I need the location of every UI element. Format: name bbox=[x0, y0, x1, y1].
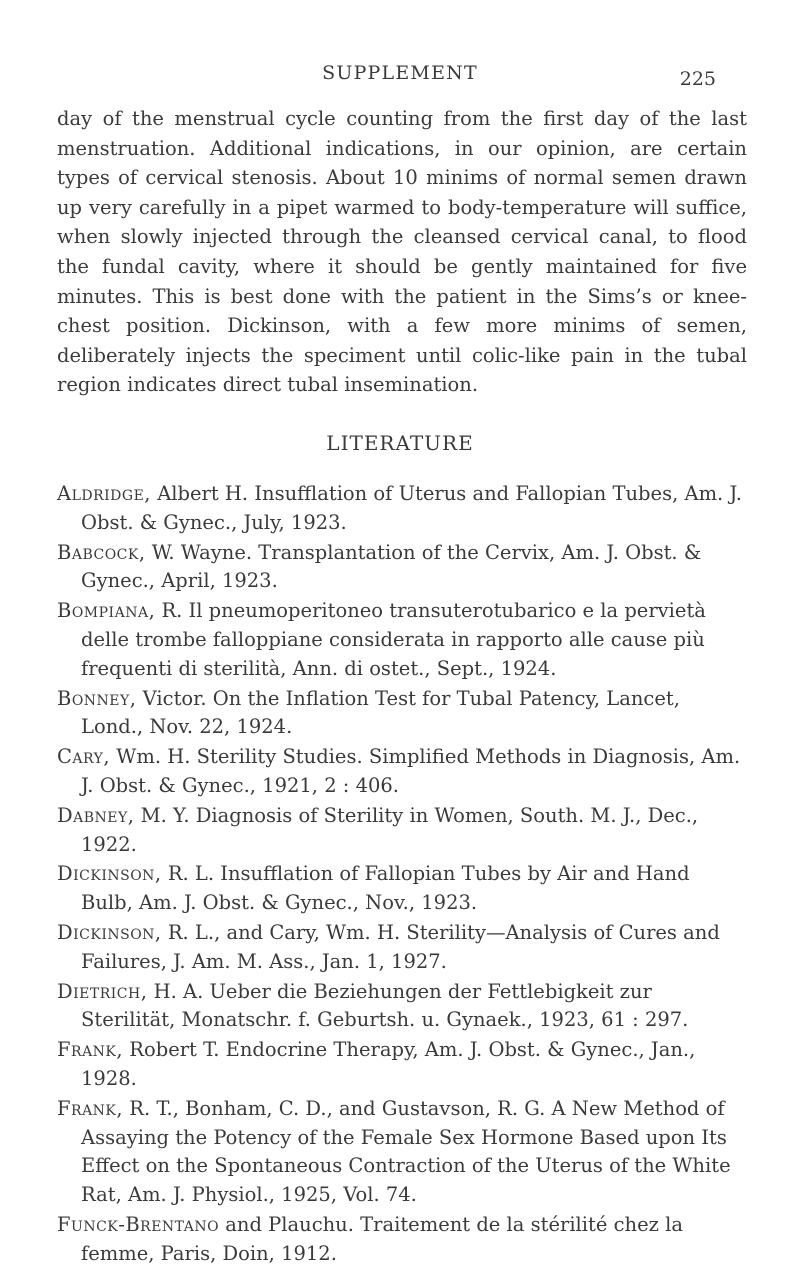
page-number: 225 bbox=[679, 68, 716, 90]
running-head: SUPPLEMENT bbox=[322, 62, 478, 84]
reference-text: W. Wayne. Transplantation of the Cervix, Am. J. Obst. & Gynec., April, 1923. bbox=[81, 540, 702, 593]
reference-author: Cary, bbox=[57, 745, 111, 769]
reference-text: R. L. Insufflation of Fallopian Tubes by Air and Hand Bulb, Am. J. Obst. & Gynec., Nov., 1923. bbox=[81, 862, 690, 915]
reference-item bbox=[57, 480, 747, 538]
reference-author: Bonney, bbox=[57, 686, 137, 710]
reference-text: M. Y. Diagnosis of Sterility in Women, South. M. J., Dec., 1922. bbox=[81, 803, 699, 856]
reference-item bbox=[57, 919, 747, 977]
body-paragraph: day of the menstrual cycle counting from the first day of the last menstruation. Additional indications, in our opinion, are certain types of cervical stenosis. About 10 minims of normal semen drawn up very carefully in a pipet warmed to body-temperature will suffice, when slowly injected through the cleansed cervical canal, to flood the fundal cavity, where it should be gently maintained for five minutes. This is best done with the patient in the Sims’s or knee-chest position. Dickinson, with a few more minims of semen, deliberately injects the speciment until colic-like pain in the tubal region indicates direct tubal insemination. bbox=[57, 107, 747, 397]
reference-text: Robert T. Endocrine Therapy, Am. J. Obst. & Gynec., Jan., 1928. bbox=[81, 1038, 696, 1090]
reference-text: Wm. H. Sterility Studies. Simplified Methods in Diagnosis, Am. J. Obst. & Gynec., 1921, 2 : 406. bbox=[81, 745, 741, 797]
reference-author: Funck-Brentano bbox=[57, 1212, 220, 1236]
reference-text: Victor. On the Inflation Test for Tubal Patency, Lancet, Lond., Nov. 22, 1924. bbox=[81, 686, 680, 739]
reference-text: R. T., Bonham, C. D., and Gustavson, R. G. A New Method of Assaying the Potency of the Female Sex Hormone Based upon Its Effect on the Spontaneous Contraction of the Uterus of the White Rat, Am. J. Physiol., 1925, Vol. 74. bbox=[81, 1096, 731, 1207]
reference-author: Dickinson, bbox=[57, 862, 162, 886]
reference-item bbox=[57, 597, 747, 683]
reference-text: R. Il pneumoperitoneo transuterotubarico e la pervietà delle trombe falloppiane considerata in rapporto alle cause più frequenti di sterilità, Ann. di ostet., Sept., 1924. bbox=[81, 599, 706, 680]
reference-item bbox=[57, 1211, 747, 1269]
reference-item bbox=[57, 1095, 747, 1210]
reference-text: H. A. Ueber die Beziehungen der Fettlebigkeit zur Sterilität, Monatschr. f. Geburtsh. u. Gynaek., 1923, 61 : 297. bbox=[81, 979, 689, 1032]
reference-author: Dickinson, bbox=[57, 920, 162, 944]
reference-item bbox=[57, 743, 747, 801]
reference-author: Dietrich, bbox=[57, 979, 148, 1003]
reference-item bbox=[57, 860, 747, 918]
reference-author: Dabney, bbox=[57, 803, 135, 827]
reference-author: Bompiana, bbox=[57, 599, 156, 623]
reference-text: Albert H. Insufflation of Uterus and Fallopian Tubes, Am. J. Obst. & Gynec., July, 1923. bbox=[81, 482, 742, 534]
reference-author: Babcock, bbox=[57, 540, 146, 564]
reference-text: R. L., and Cary, Wm. H. Sterility—Analysis of Cures and Failures, J. Am. M. Ass., Jan. 1, 1927. bbox=[81, 920, 720, 973]
reference-item bbox=[57, 978, 747, 1036]
reference-list bbox=[57, 480, 747, 1270]
reference-author: Frank, bbox=[57, 1038, 124, 1062]
literature-heading: LITERATURE bbox=[326, 431, 474, 455]
reference-item bbox=[57, 685, 747, 743]
reference-text: and Plauchu. Traitement de la stérilité chez la femme, Paris, Doin, 1912. bbox=[81, 1212, 683, 1265]
reference-item bbox=[57, 802, 747, 860]
reference-item bbox=[57, 539, 747, 597]
reference-item bbox=[57, 1036, 747, 1094]
reference-author: Frank, bbox=[57, 1096, 124, 1120]
reference-author: Aldridge, bbox=[57, 482, 152, 505]
